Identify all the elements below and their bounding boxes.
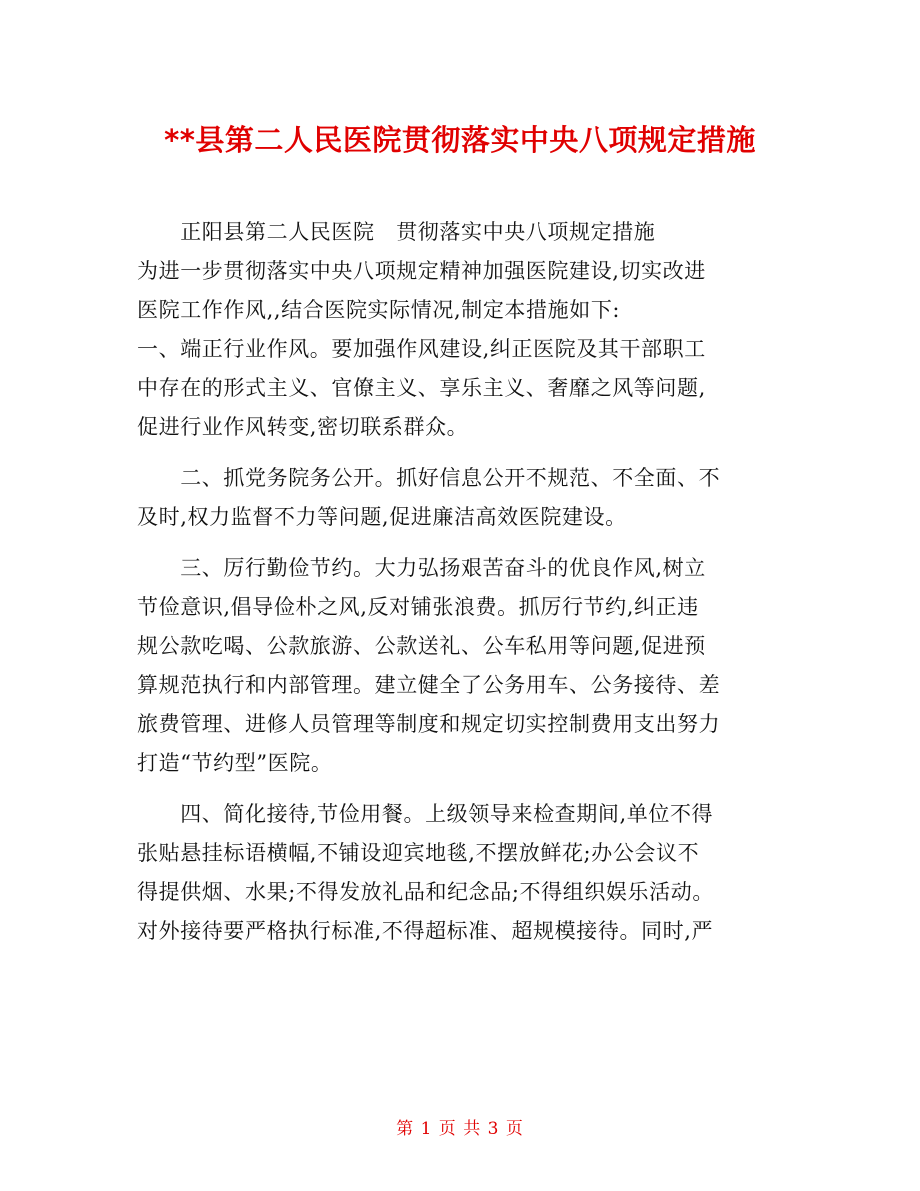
- body-line: 一、端正行业作风。要加强作风建设,纠正医院及其干部职工: [137, 337, 706, 361]
- body-line: 打造“节约型”医院。: [137, 751, 333, 775]
- document-body: [137, 213, 787, 951]
- document-title: **县第二人民医院贯彻落实中央八项规定措施: [164, 123, 756, 157]
- body-line: 得提供烟、水果;不得发放礼品和纪念品;不得组织娱乐活动。: [137, 880, 714, 904]
- body-line: 规公款吃喝、公款旅游、公款送礼、公车私用等问题,促进预: [137, 634, 706, 658]
- body-line: 及时,权力监督不力等问题,促进廉洁高效医院建设。: [137, 505, 627, 529]
- body-line: 算规范执行和内部管理。建立健全了公务用车、公务接待、差: [137, 673, 721, 697]
- body-line: 二、抓党务院务公开。抓好信息公开不规范、不全面、不: [137, 466, 721, 490]
- body-line: 节俭意识,倡导俭朴之风,反对铺张浪费。抓厉行节约,纠正违: [137, 595, 699, 619]
- body-line: 张贴悬挂标语横幅,不铺设迎宾地毯,不摆放鲜花;办公会议不: [137, 841, 700, 865]
- body-line: 促进行业作风转变,密切联系群众。: [137, 415, 469, 439]
- page-footer: 第 1 页 共 3 页: [396, 1119, 524, 1139]
- body-line: 中存在的形式主义、官僚主义、享乐主义、奢靡之风等问题,: [137, 376, 706, 400]
- body-line: 旅费管理、进修人员管理等制度和规定切实控制费用支出努力: [137, 712, 721, 736]
- body-line: 四、简化接待,节俭用餐。上级领导来检查期间,单位不得: [137, 802, 714, 826]
- body-line: 对外接待要严格执行标准,不得超标准、超规模接待。同时,严: [137, 919, 714, 943]
- body-line: 正阳县第二人民医院 贯彻落实中央八项规定措施: [137, 220, 656, 244]
- body-line: 医院工作作风,,结合医院实际情况,制定本措施如下:: [137, 298, 621, 322]
- body-line: 为进一步贯彻落实中央八项规定精神加强医院建设,切实改进: [137, 259, 706, 283]
- body-line: 三、厉行勤俭节约。大力弘扬艰苦奋斗的优良作风,树立: [137, 556, 706, 580]
